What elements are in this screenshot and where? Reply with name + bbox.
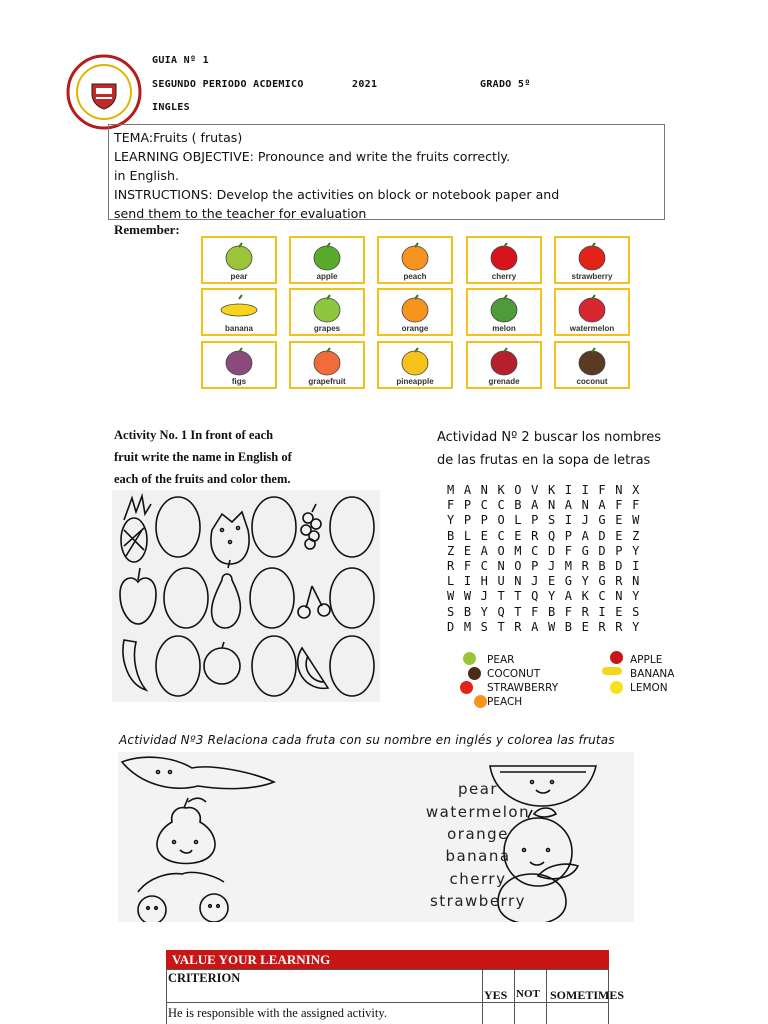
fruit-card-label: peach [403,272,427,281]
pineapple-icon [395,347,435,377]
match-word-banana: banana [445,847,511,865]
activity3-instructions: Actividad Nº3 Relaciona cada fruta con su nombre en inglés y colorea las frutas [119,733,615,747]
fruit-card-watermelon [554,288,630,336]
activity1-coloring-worksheet [112,490,380,702]
fruit-card-orange [377,288,453,336]
word-banana: BANANA [630,668,675,680]
fruit-card-label: melon [492,324,516,333]
fruit-card-label: orange [401,324,429,333]
word-search-row: ZEAOMCDFGDPY [447,543,649,558]
fruit-card-label: figs [231,377,247,386]
peach-icon [474,695,487,708]
fruit-card-label: banana [224,324,253,333]
col-not: NOT [516,988,540,1000]
match-word-pear: pear [457,780,499,798]
col-sometimes: SOMETIMES [550,988,625,1002]
learning-objective-continued: in English. [114,168,179,183]
topic-title: TEMA:Fruits ( frutas) [114,130,243,145]
fruit-card-pear [201,236,277,284]
grenade-icon [484,347,524,377]
word-search-row: RFCNOPJMRBDI [447,559,649,574]
lemon-icon [610,681,623,694]
grapefruit-icon [307,347,347,377]
school-logo-seal [66,54,142,130]
activity3-matching-worksheet [118,752,634,922]
fruit-card-apple [289,236,365,284]
instructions: INSTRUCTIONS: Develop the activities on block or notebook paper and [114,187,560,202]
fruit-card-grapes [289,288,365,336]
word-search-row: MANKOVKIIFNX [447,483,649,497]
fruit-card-label: strawberry [571,272,613,281]
word-search-row: YPPOLPSIJGEW [447,513,649,528]
word-apple: APPLE [630,654,663,666]
word-search-row: BLECERQPADEZ [447,528,649,543]
word-search-row: SBYQTFBFRIES [447,604,649,619]
guide-number: GUIA Nº 1 [152,55,209,66]
apple-icon [610,651,623,664]
criterion-header: CRITERION [168,971,241,985]
criterion-row-1: He is responsible with the assigned activity. [168,1006,387,1020]
pear-icon [219,242,259,272]
activity2-instructions: Actividad Nº 2 buscar los nombres de las frutas en la sopa de letras [437,430,662,468]
figs-icon [219,347,259,377]
fruit-card-strawberry [554,236,630,284]
fruit-card-label: grenade [488,377,520,386]
word-search-grid [447,483,649,635]
word-search-row: FPCCBANANAFF [447,498,649,513]
fruit-card-label: watermelon [569,324,615,333]
remember-label: Remember: [114,222,180,237]
fruit-card-grenade [466,341,542,389]
match-word-watermelon: watermelon [425,803,531,821]
cherry-icon [484,242,524,272]
fruit-card-figs [201,341,277,389]
match-word-cherry: cherry [449,870,507,888]
banana-icon [219,294,259,324]
table-col-divider [514,969,515,1024]
grapes-icon [307,294,347,324]
word-search-row: LIHUNJEGYGRN [447,574,649,589]
word-lemon: LEMON [630,682,668,694]
word-peach: PEACH [487,696,523,708]
instructions-continued: send them to the teacher for evaluation [114,206,367,221]
table-col-divider [482,969,483,1024]
school-year: 2021 [352,79,378,90]
word-pear: PEAR [487,654,515,666]
word-coconut: COCONUT [487,668,541,680]
subject-label: INGLES [152,102,190,113]
strawberry-icon [572,242,612,272]
col-yes: YES [484,988,508,1002]
fruit-card-melon [466,288,542,336]
learning-objective: LEARNING OBJECTIVE: Pronounce and write the fruits correctly. [114,149,511,164]
activity1-instructions: Activity No. 1 In front of each fruit write the name in English of each of the fruits and color them. [114,428,292,486]
orange-icon [395,294,435,324]
match-word-strawberry: strawberry [429,892,527,910]
fruit-card-label: grapes [313,324,341,333]
table-row-divider [166,1002,609,1003]
academic-period: SEGUNDO PERIODO ACDEMICO [152,79,304,90]
word-search-row: DMSTRAWBERRY [447,619,649,634]
apple-icon [307,242,347,272]
watermelon-icon [572,294,612,324]
melon-icon [484,294,524,324]
table-heading: VALUE YOUR LEARNING [166,950,609,969]
table-col-divider [546,969,547,1024]
coconut-icon [468,667,481,680]
fruit-card-pineapple [377,341,453,389]
fruit-card-label: cherry [491,272,517,281]
word-search-row: WWJTTQYAKCNY [447,589,649,604]
peach-icon [395,242,435,272]
fruit-card-cherry [466,236,542,284]
fruit-card-grapefruit [289,341,365,389]
fruit-card-label: pineapple [396,377,434,386]
word-strawberry: STRAWBERRY [487,682,559,694]
match-word-orange: orange [447,825,509,843]
banana-icon [602,667,622,675]
topic-box [108,124,665,220]
strawberry-icon [460,681,473,694]
fruit-card-banana [201,288,277,336]
pear-icon [463,652,476,665]
fruit-card-peach [377,236,453,284]
fruit-card-label: apple [316,272,338,281]
coconut-icon [572,347,612,377]
fruit-card-coconut [554,341,630,389]
fruit-card-label: coconut [576,377,608,386]
fruit-card-label: pear [230,272,248,281]
fruit-card-label: grapefruit [308,377,346,386]
grade-label: GRADO 5º [480,79,531,90]
